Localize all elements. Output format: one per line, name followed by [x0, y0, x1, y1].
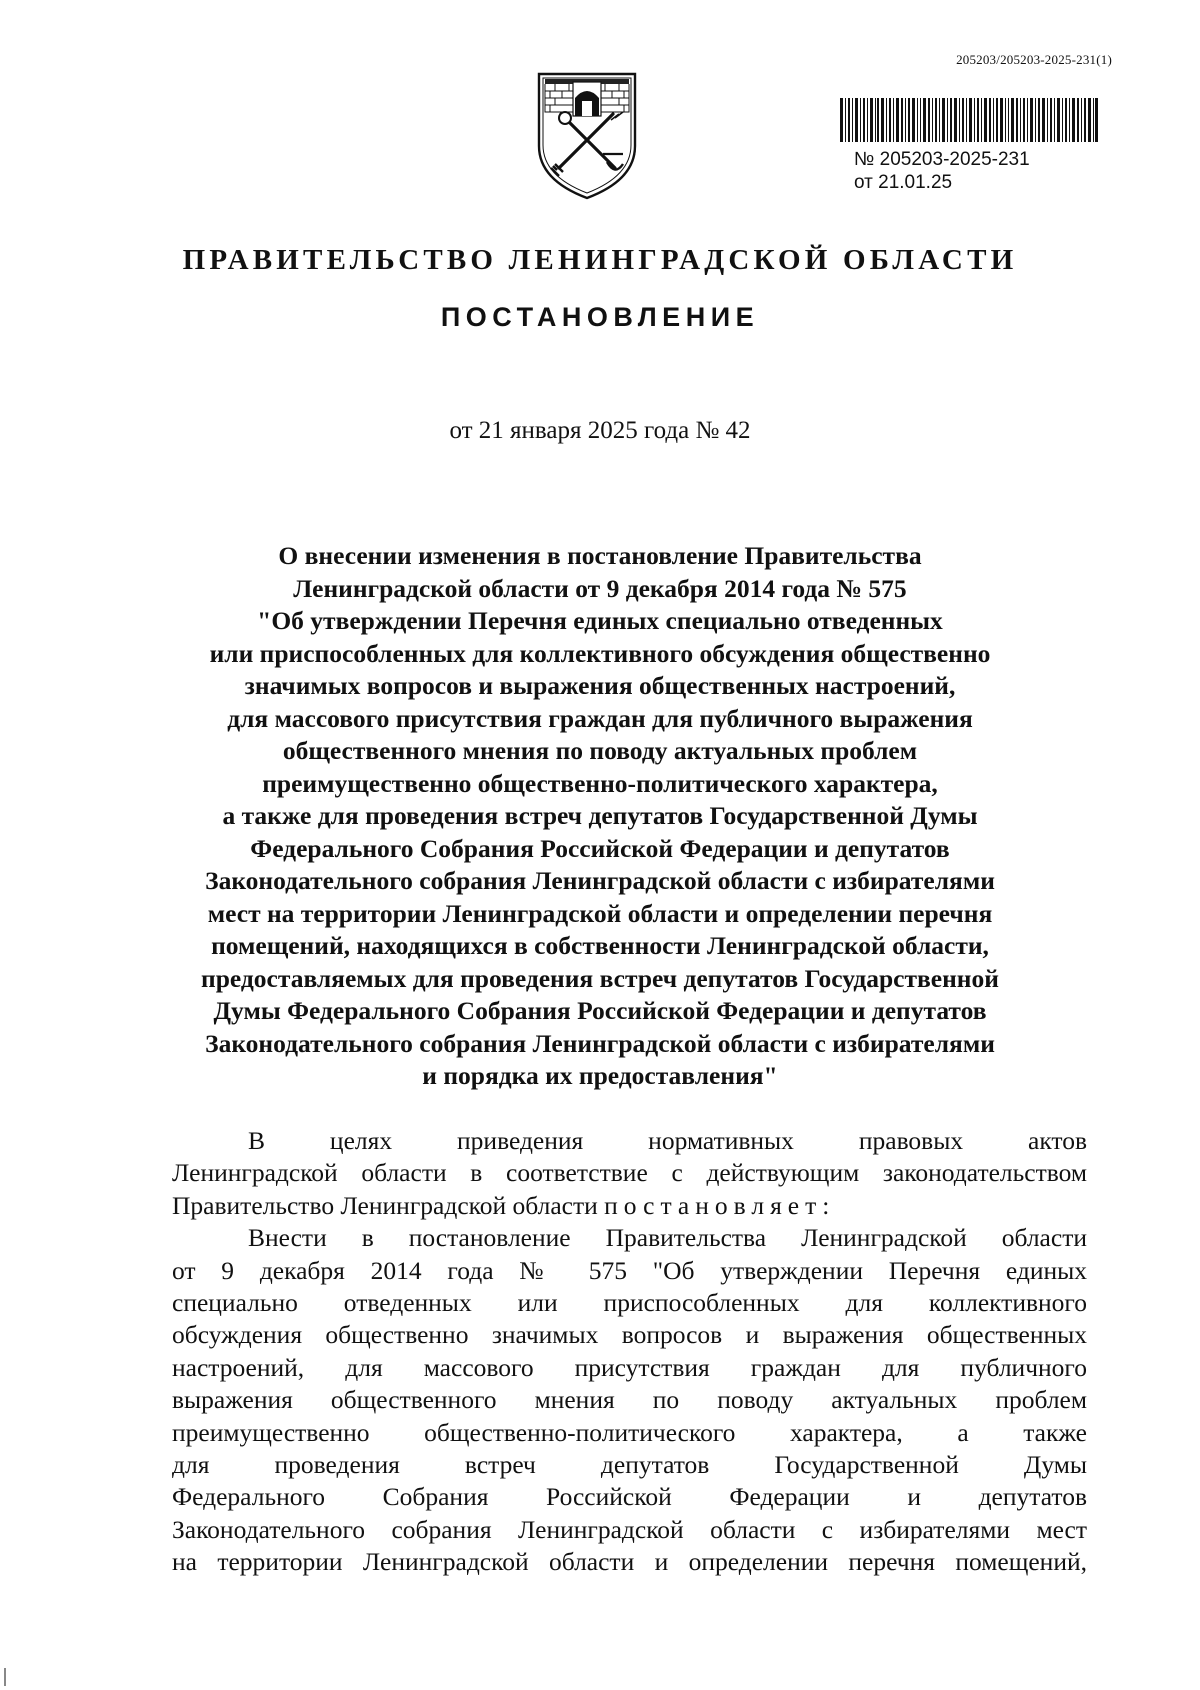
barcode-stamp [840, 98, 1102, 194]
subject-line: а также для проведения встреч депутатов Государственной Думы [222, 801, 978, 830]
document-body [172, 1125, 1087, 1579]
subject-line: и порядка их предоставления" [422, 1061, 778, 1090]
subject-line: мест на территории Ленинградской области и определении перечня [207, 898, 993, 928]
body-line: выражения общественного мнения по поводу актуальных проблем [172, 1385, 1087, 1415]
subject-line: значимых вопросов и выражения общественных настроений, [244, 671, 956, 700]
subject-line: Ленинградской области от 9 декабря 2014 года № 575 [293, 573, 907, 603]
scan-edge-mark [4, 1668, 6, 1686]
subject-line: преимущественно общественно-политического характера, [262, 768, 938, 798]
leningrad-oblast-coat-of-arms-icon [535, 68, 639, 203]
barcode-icon [840, 98, 1098, 142]
subject-line: предоставляемых для проведения встреч депутатов Государственной [201, 963, 999, 993]
document-subject [0, 540, 1200, 1093]
subject-line: для массового присутствия граждан для публичного выражения [227, 703, 973, 733]
registration-number: № 205203-2025-231 [854, 149, 1030, 170]
decree-keyword: постановляет: [604, 1190, 836, 1220]
body-line: Федерального Собрания Российской Федерации и депутатов [172, 1482, 1087, 1512]
body-line: от 9 декабря 2014 года № 575 "Об утверждении Перечня единых [172, 1255, 1087, 1285]
body-line: на территории Ленинградской области и определении перечня помещений, [172, 1547, 1087, 1577]
subject-line: "Об утверждении Перечня единых специально отведенных [257, 606, 943, 635]
subject-line: общественного мнения по поводу актуальных проблем [282, 736, 918, 765]
body-line: настроений, для массового присутствия граждан для публичного [172, 1352, 1087, 1382]
subject-line: Федерального Собрания Российской Федерации и депутатов [250, 833, 950, 863]
subject-line: Думы Федерального Собрания Российской Федерации и депутатов [213, 996, 987, 1025]
body-line [172, 1190, 1087, 1222]
body-line: Законодательного собрания Ленинградской области с избирателями мест [172, 1514, 1087, 1544]
subject-line: Законодательного собрания Ленинградской области с избирателями [205, 866, 995, 895]
registration-date: от 21.01.25 [854, 172, 953, 193]
body-line: преимущественно общественно-политического характера, а также [172, 1417, 1087, 1447]
body-line: Внести в постановление Правительства Ленинградской области [248, 1223, 1087, 1253]
body-paragraph-preamble [172, 1125, 1087, 1222]
body-line: обсуждения общественно значимых вопросов и выражения общественных [172, 1320, 1087, 1350]
subject-line: или приспособленных для коллективного обсуждения общественно [209, 638, 991, 668]
subject-line: Законодательного собрания Ленинградской области с избирателями [205, 1028, 995, 1058]
document-type-title: ПОСТАНОВЛЕНИЕ [440, 302, 760, 332]
document-code: 205203/205203-2025-231(1) [956, 52, 1112, 67]
body-line: специально отведенных или приспособленных для коллективного [172, 1288, 1087, 1318]
body-paragraph-main [172, 1222, 1087, 1578]
subject-line: О внесении изменения в постановление Правительства [278, 541, 922, 570]
body-line: Ленинградской области в соответствие с действующим законодательством [172, 1158, 1087, 1188]
body-line-prefix: Правительство Ленинградской области [172, 1190, 605, 1220]
government-title: ПРАВИТЕЛЬСТВО ЛЕНИНГРАДСКОЙ ОБЛАСТИ [182, 244, 1018, 276]
body-line: для проведения встреч депутатов Государственной Думы [172, 1450, 1087, 1480]
body-line: В целях приведения нормативных правовых актов [248, 1126, 1087, 1155]
subject-line: помещений, находящихся в собственности Ленинградской области, [211, 931, 989, 960]
document-date-number: от 21 января 2025 года № 42 [449, 417, 751, 444]
